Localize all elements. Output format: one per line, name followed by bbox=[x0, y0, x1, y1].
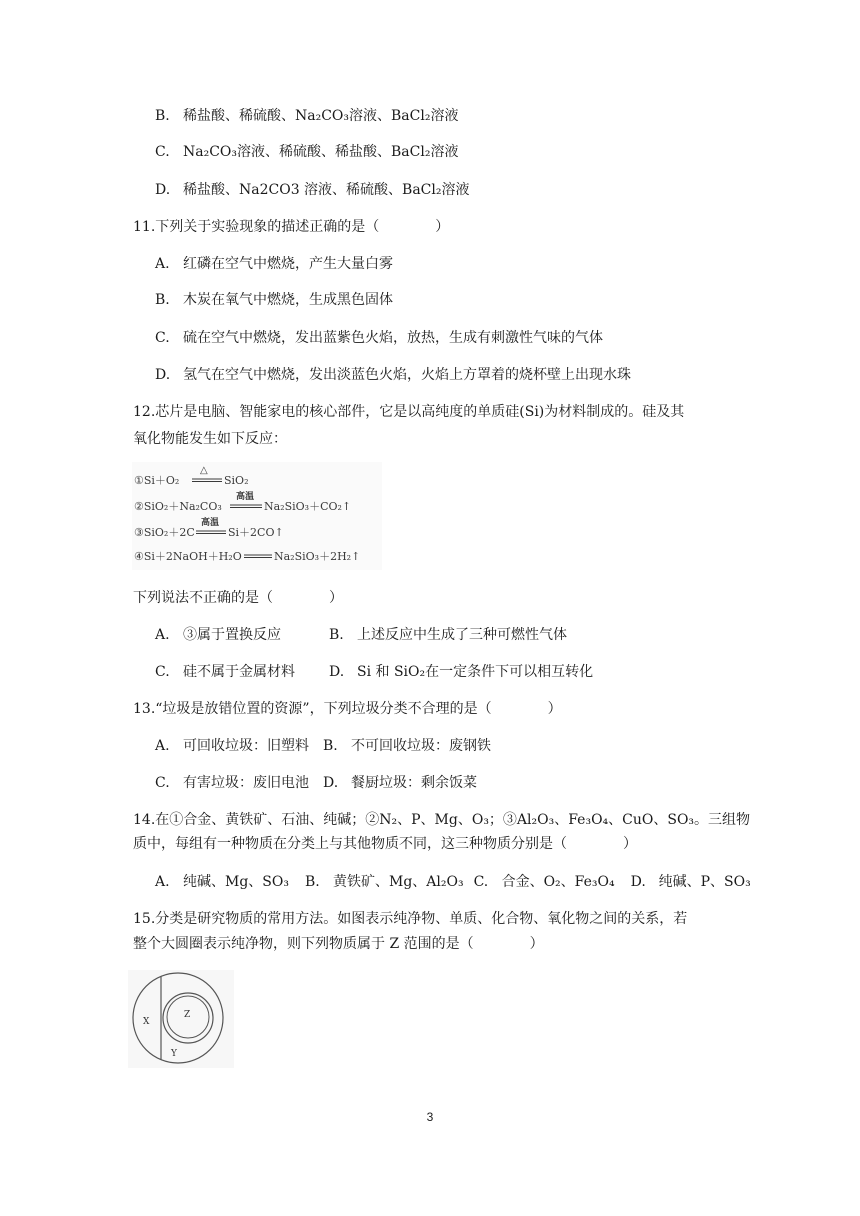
reaction-2-condition: 高温 bbox=[236, 492, 255, 502]
option-text: 硅不属于金属材料 bbox=[183, 664, 295, 680]
option-letter: A. bbox=[155, 627, 170, 643]
option-text: 黄铁矿、Mg、Al₂O₃ bbox=[332, 874, 464, 890]
option-letter: B. bbox=[329, 627, 344, 643]
reaction-4-left: ④Si＋2NaOH＋H₂O bbox=[134, 550, 242, 563]
q11-option-b bbox=[155, 290, 393, 310]
reaction-2-right: Na₂SiO₃＋CO₂↑ bbox=[264, 500, 352, 513]
q14-stem-line1: 14.在①合金、黄铁矿、石油、纯碱；②N₂、P、Mg、O₃；③Al₂O₃、Fe₃O₄、CuO、SO₃。三组物 bbox=[133, 812, 751, 828]
option-text: 合金、O₂、Fe₃O₄ bbox=[501, 874, 615, 890]
option-letter: B. bbox=[155, 292, 170, 308]
q14-options-row bbox=[155, 872, 751, 892]
option-text: ③属于置换反应 bbox=[183, 627, 281, 643]
option-letter: D. bbox=[323, 775, 339, 791]
reaction-2-left: ②SiO₂＋Na₂CO₃ bbox=[134, 500, 222, 513]
q12-options-row2 bbox=[155, 662, 593, 682]
option-text: 木炭在氧气中燃烧，生成黑色固体 bbox=[183, 292, 393, 308]
option-letter: D. bbox=[630, 874, 646, 890]
q12-stem-line2: 氧化物能发生如下反应： bbox=[133, 431, 287, 447]
q11-option-d bbox=[155, 365, 631, 385]
label-x: X bbox=[143, 1017, 150, 1027]
page-number: 3 bbox=[426, 1110, 434, 1124]
q13-stem: 13.“垃圾是放错位置的资源”，下列垃圾分类不合理的是（ ） bbox=[133, 701, 562, 717]
q12-stem-line1: 12.芯片是电脑、智能家电的核心部件，它是以高纯度的单质硅(Si)为材料制成的。硅及其 bbox=[133, 404, 685, 420]
q12-ask: 下列说法不正确的是（ ） bbox=[133, 590, 343, 606]
q10-option-b bbox=[155, 106, 458, 126]
label-y: Y bbox=[171, 1049, 177, 1059]
option-text: 氢气在空气中燃烧，发出淡蓝色火焰，火焰上方罩着的烧杯壁上出现水珠 bbox=[183, 367, 631, 383]
option-text: 纯碱、P、SO₃ bbox=[658, 874, 751, 890]
option-letter: A. bbox=[155, 874, 170, 890]
option-letter: A. bbox=[155, 738, 170, 754]
q14-stem-line2: 质中，每组有一种物质在分类上与其他物质不同，这三种物质分别是（ ） bbox=[133, 836, 637, 852]
option-letter: C. bbox=[155, 664, 170, 680]
option-text: 稀盐酸、稀硫酸、Na₂CO₃溶液、BaCl₂溶液 bbox=[183, 108, 459, 124]
reaction-1-right: SiO₂ bbox=[224, 474, 249, 487]
q15-stem-line1: 15.分类是研究物质的常用方法。如图表示纯净物、单质、化合物、氧化物之间的关系，若 bbox=[133, 911, 688, 927]
option-letter: B. bbox=[155, 108, 170, 124]
q12-options-row1 bbox=[155, 625, 567, 645]
option-text: 不可回收垃圾：废钢铁 bbox=[351, 738, 491, 754]
option-letter: D. bbox=[155, 182, 171, 198]
option-letter: B. bbox=[304, 874, 320, 890]
q11-stem: 11.下列关于实验现象的描述正确的是（ ） bbox=[133, 219, 450, 235]
option-text: 有害垃圾：废旧电池 bbox=[183, 775, 309, 791]
q10-option-d bbox=[155, 180, 470, 200]
option-text: Na₂CO₃溶液、稀硫酸、稀盐酸、BaCl₂溶液 bbox=[183, 144, 459, 160]
reaction-3-condition: 高温 bbox=[201, 518, 220, 528]
reaction-1-condition: △ bbox=[200, 465, 208, 476]
reaction-3-right: Si＋2CO↑ bbox=[228, 526, 284, 539]
option-letter: A. bbox=[155, 256, 170, 272]
label-z: Z bbox=[184, 1010, 191, 1020]
option-text: 可回收垃圾：旧塑料 bbox=[183, 738, 309, 754]
q11-option-c bbox=[155, 328, 603, 348]
option-text: 纯碱、Mg、SO₃ bbox=[183, 874, 289, 890]
reaction-3-left: ③SiO₂＋2C bbox=[134, 526, 195, 539]
option-letter: D. bbox=[155, 367, 171, 383]
option-letter: B. bbox=[323, 738, 338, 754]
option-letter: D. bbox=[329, 664, 345, 680]
option-letter: C. bbox=[155, 144, 170, 160]
option-text: Si 和 SiO₂在一定条件下可以相互转化 bbox=[357, 664, 594, 680]
option-text: 稀盐酸、Na2CO3 溶液、稀硫酸、BaCl₂溶液 bbox=[183, 182, 470, 198]
option-text: 餐厨垃圾：剩余饭菜 bbox=[351, 775, 477, 791]
q11-option-a bbox=[155, 254, 393, 274]
q13-options-row1 bbox=[155, 736, 491, 756]
classification-venn-diagram bbox=[128, 970, 234, 1068]
option-letter: C. bbox=[155, 330, 170, 346]
option-text: 上述反应中生成了三种可燃性气体 bbox=[357, 627, 567, 643]
q15-stem-line2: 整个大圆圈表示纯净物，则下列物质属于 Z 范围的是（ ） bbox=[133, 936, 544, 952]
option-text: 硫在空气中燃烧，发出蓝紫色火焰，放热，生成有刺激性气味的气体 bbox=[183, 330, 603, 346]
option-letter: C. bbox=[155, 775, 170, 791]
q10-option-c bbox=[155, 142, 458, 162]
option-text: 红磷在空气中燃烧，产生大量白雾 bbox=[183, 256, 393, 272]
reaction-4-right: Na₂SiO₃＋2H₂↑ bbox=[274, 550, 361, 563]
q13-options-row2 bbox=[155, 773, 477, 793]
option-letter: C. bbox=[473, 874, 489, 890]
reaction-1-left: ①Si＋O₂ bbox=[134, 474, 180, 487]
reaction-equations-image bbox=[132, 462, 382, 570]
